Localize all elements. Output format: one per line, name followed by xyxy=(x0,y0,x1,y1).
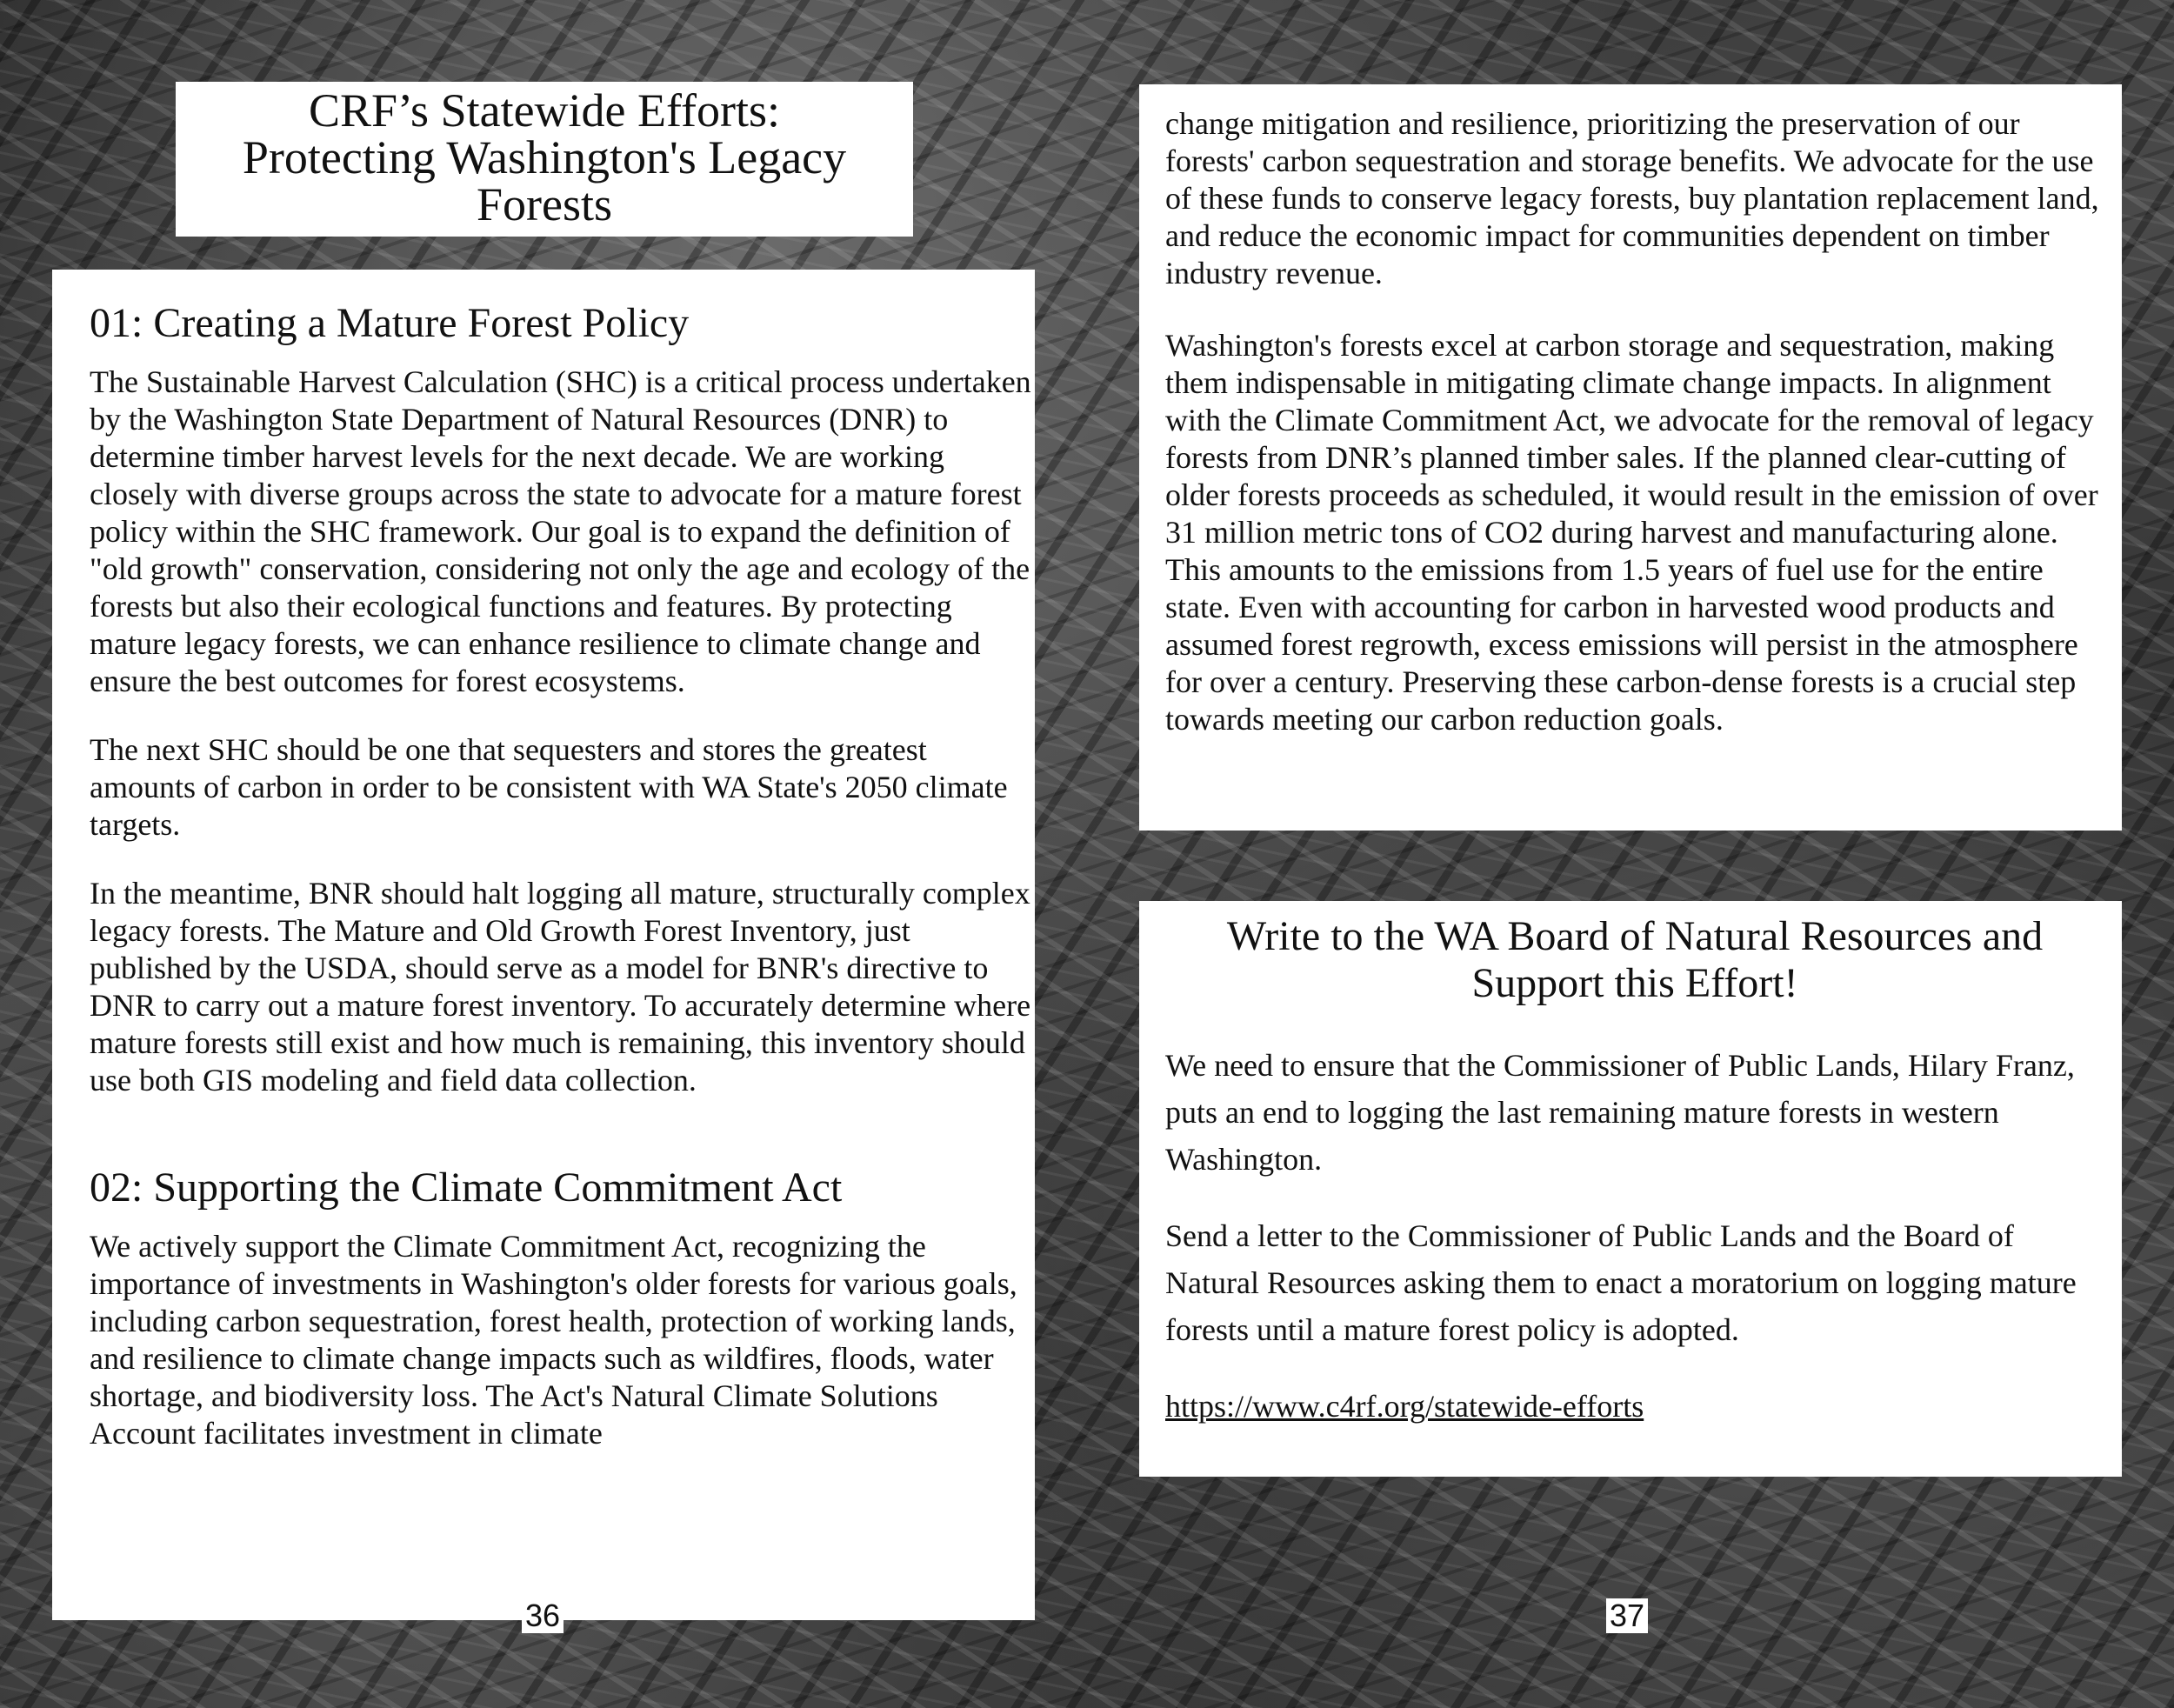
right-text-panel xyxy=(1139,84,2122,831)
page-title xyxy=(176,84,913,230)
section-1-paragraph-2: The next SHC should be one that sequesters and stores the greatest amounts of carbon in order to be consistent with WA State's 2050 climate targets. xyxy=(90,732,1008,842)
section-1-paragraph-1: The Sustainable Harvest Calculation (SHC) is a critical process undertaken by the Washington State Department of Natural Resources (DNR) to determine timber harvest levels for the next decade. We are working closely with diverse groups across the state to advocate for a mature forest policy within the SHC framework. Our goal is to expand the definition of "old growth" conservation, considering not only the age and ecology of the forests but also their ecological functions and features. By protecting mature legacy forests, we can enhance resilience to climate change and ensure the best outcomes for forest ecosystems. xyxy=(90,364,1031,698)
page-number-left: 36 xyxy=(522,1598,564,1633)
call-to-action-panel xyxy=(1139,901,2122,1477)
call-to-action-heading: Write to the WA Board of Natural Resources and Support this Effort! xyxy=(1226,913,2044,1006)
continued-paragraph: change mitigation and resilience, prioritizing the preservation of our forests' carbon sequestration and storage benefits. We advocate for the use of these funds to conserve legacy forests, buy plantation replacement land, and reduce the economic impact for communities dependent on timber industry revenue. xyxy=(1165,106,2099,290)
title-line-1: CRF’s Statewide Efforts: xyxy=(308,84,780,137)
title-line-2: Protecting Washington's Legacy xyxy=(242,131,847,183)
left-text-panel xyxy=(52,270,1035,1620)
carbon-paragraph: Washington's forests excel at carbon storage and sequestration, making them indispensable in mitigating climate change impacts. In alignment with the Climate Commitment Act, we advocate for the removal of legacy forests from DNR’s planned timber sales. If the planned clear-cutting of older forests proceeds as scheduled, it would result in the emission of over 31 million metric tons of CO2 during harvest and manufacturing alone. This amounts to the emissions from 1.5 years of fuel use for the entire state. Even with accounting for carbon in harvested wood products and assumed forest regrowth, excess emissions will persist in the atmosphere for over a century. Preserving these carbon-dense forests is a crucial step towards meeting our carbon reduction goals. xyxy=(1165,328,2098,737)
page-number-right: 37 xyxy=(1606,1598,1648,1633)
title-line-3: Forests xyxy=(476,178,612,230)
section-2-heading: 02: Supporting the Climate Commitment Act xyxy=(90,1164,843,1211)
section-2-paragraph-1: We actively support the Climate Commitment Act, recognizing the importance of investments in Washington's older forests for various goals, including carbon sequestration, forest health, protection of working lands, and resilience to climate change impacts such as wildfires, floods, water shortage, and biodiversity loss. The Act's Natural Climate Solutions Account facilitates investment in climate xyxy=(90,1229,1017,1451)
call-to-action-paragraph-1: We need to ensure that the Commissioner of Public Lands, Hilary Franz, puts an end to logging the last remaining mature forests in western Washington. xyxy=(1165,1048,2075,1177)
title-box xyxy=(176,82,913,237)
call-to-action-paragraph-2: Send a letter to the Commissioner of Public Lands and the Board of Natural Resources asking them to enact a moratorium on logging mature forests until a mature forest policy is adopted. xyxy=(1165,1218,2077,1347)
section-1-heading: 01: Creating a Mature Forest Policy xyxy=(90,300,690,346)
statewide-efforts-link[interactable]: https://www.c4rf.org/statewide-efforts xyxy=(1165,1389,1644,1424)
section-1-paragraph-3: In the meantime, BNR should halt logging all mature, structurally complex legacy forests. The Mature and Old Growth Forest Inventory, just published by the USDA, should serve as a model for BNR's directive to DNR to carry out a mature forest inventory. To accurately determine where mature forests still exist and how much is remaining, this inventory should use both GIS modeling and field data collection. xyxy=(90,876,1031,1098)
